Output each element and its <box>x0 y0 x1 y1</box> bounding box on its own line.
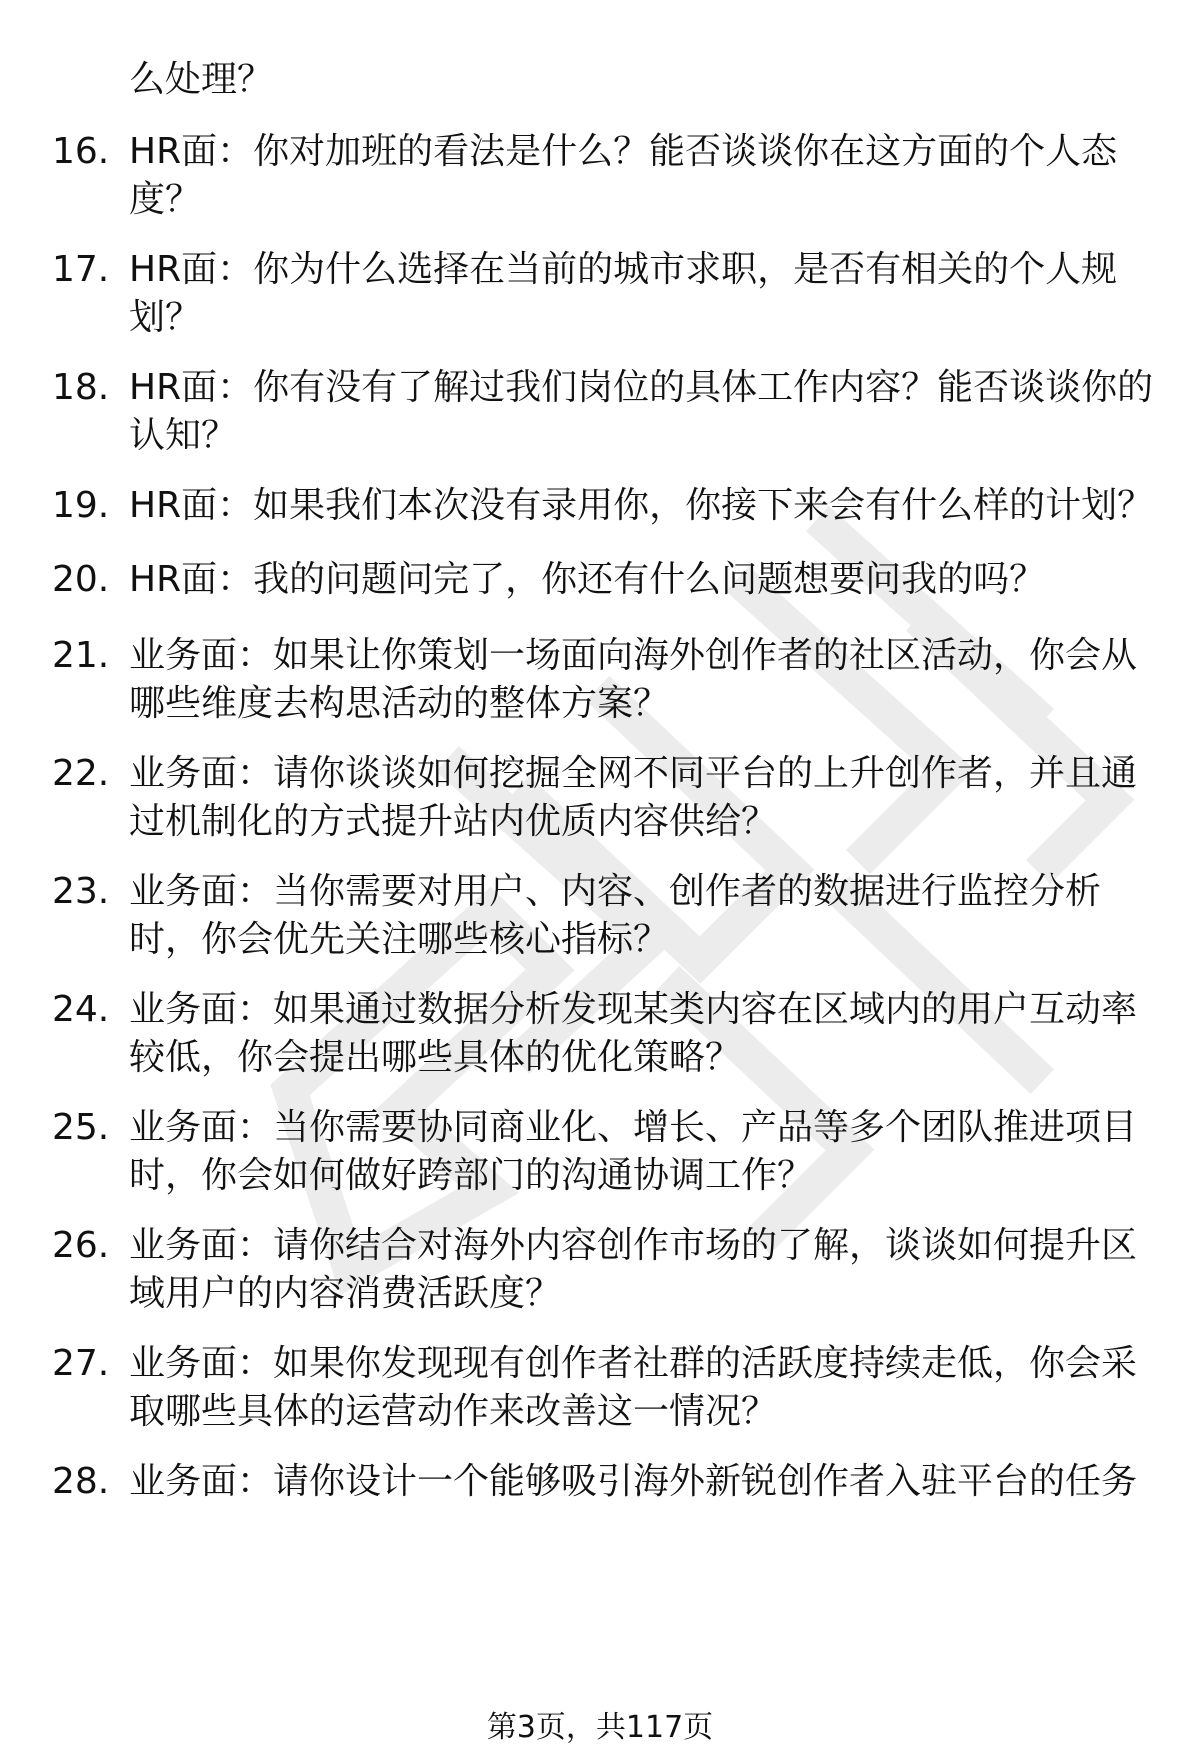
question-number: 20. <box>52 559 110 600</box>
question-text: HR面：如果我们本次没有录用你，你接下来会有什么样的计划？ <box>129 485 1154 526</box>
question-number: 28. <box>52 1461 110 1502</box>
question-text: HR面：你有没有了解过我们岗位的具体工作内容？能否谈谈你的 认知？ <box>129 367 1154 456</box>
question-text: 业务面：当你需要协同商业化、增长、产品等多个团队推进项目 时，你会如何做好跨部门的沟通协调工作？ <box>129 1107 1138 1196</box>
question-number: 18. <box>52 367 110 408</box>
question-number: 23. <box>52 871 110 912</box>
question-number: 16. <box>52 131 110 172</box>
question-text: 业务面：如果你发现现有创作者社群的活跃度持续走低，你会采 取哪些具体的运营动作来改善这一情况？ <box>129 1343 1138 1432</box>
question-text: HR面：你为什么选择在当前的城市求职，是否有相关的个人规 划？ <box>129 249 1118 338</box>
question-text: HR面：你对加班的看法是什么？能否谈谈你在这方面的个人态 度？ <box>129 131 1118 220</box>
question-number: 19. <box>52 485 110 526</box>
question-number: 22. <box>52 753 110 794</box>
question-number: 25. <box>52 1107 110 1148</box>
question-number: 27. <box>52 1343 110 1384</box>
question-text: 业务面：如果让你策划一场面向海外创作者的社区活动，你会从 哪些维度去构思活动的整体方案？ <box>129 635 1138 724</box>
question-text: 业务面：当你需要对用户、内容、创作者的数据进行监控分析 时，你会优先关注哪些核心指标？ <box>129 871 1102 960</box>
continuation-text: 么处理？ <box>129 59 274 100</box>
question-number: 24. <box>52 989 110 1030</box>
question-text: 业务面：如果通过数据分析发现某类内容在区域内的用户互动率 较低，你会提出哪些具体的优化策略？ <box>129 989 1138 1078</box>
question-number: 21. <box>52 635 110 676</box>
question-text: 业务面：请你结合对海外内容创作市场的了解，谈谈如何提升区 域用户的内容消费活跃度？ <box>129 1225 1138 1314</box>
question-text: 业务面：请你谈谈如何挖掘全网不同平台的上升创作者，并且通 过机制化的方式提升站内优质内容供给？ <box>129 753 1138 842</box>
question-text: 业务面：请你设计一个能够吸引海外新锐创作者入驻平台的任务 <box>129 1461 1138 1502</box>
question-text: HR面：我的问题问完了，你还有什么问题想要问我的吗？ <box>129 559 1046 600</box>
page-footer: 第3页，共117页 <box>486 1710 714 1745</box>
question-number: 17. <box>52 249 110 290</box>
question-number: 26. <box>52 1225 110 1266</box>
